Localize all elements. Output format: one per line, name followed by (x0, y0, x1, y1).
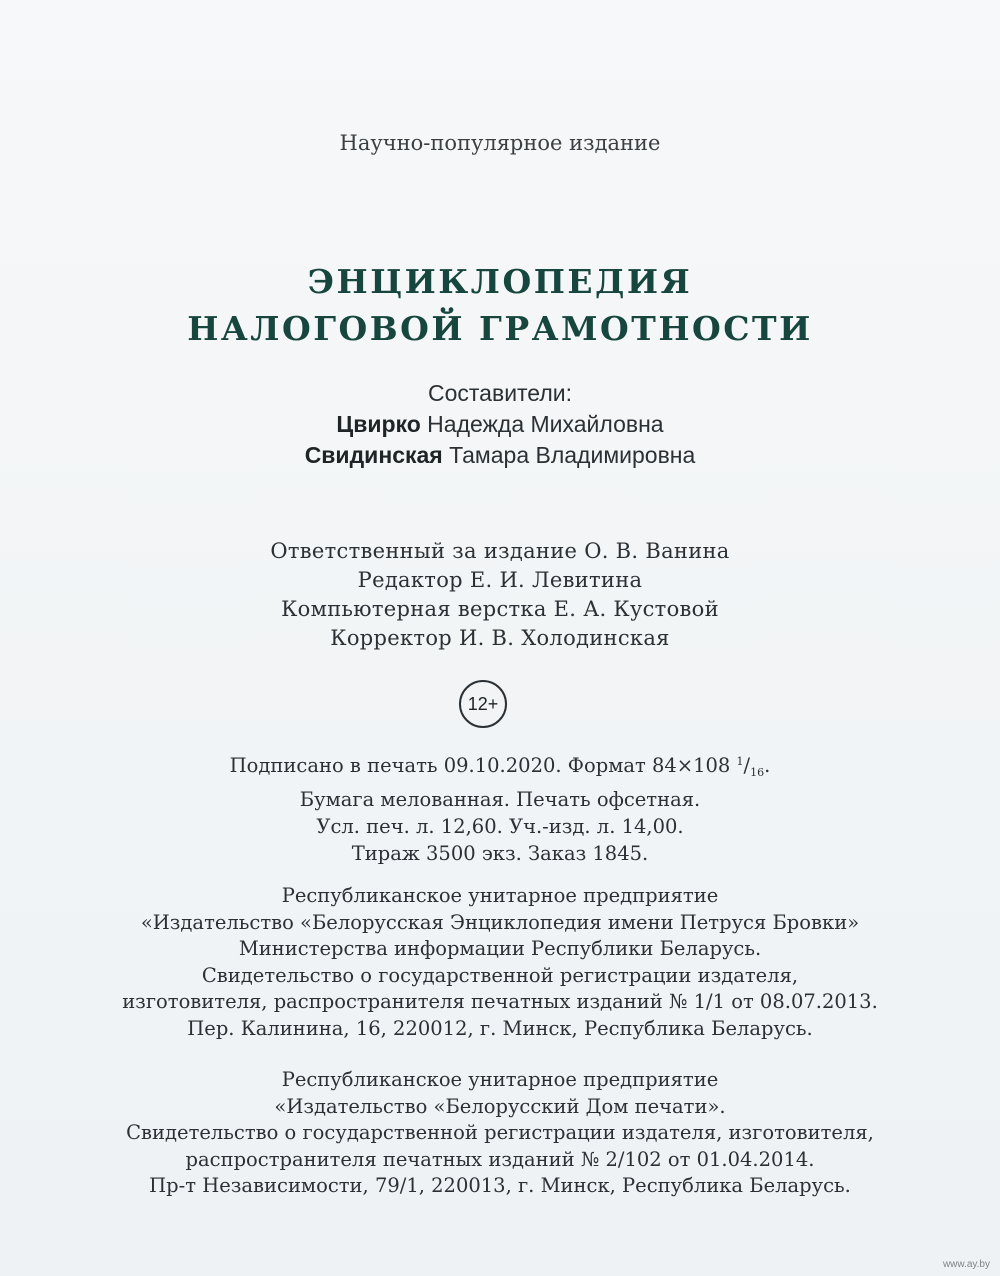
staff-editor: Редактор Е. И. Левитина (357, 568, 643, 592)
publisher-section (0, 883, 1000, 1042)
publisher-line: изготовителя, распространителя печатных изданий № 1/1 от 08.07.2013. (122, 990, 878, 1013)
title-line-1: ЭНЦИКЛОПЕДИЯ (307, 262, 693, 301)
staff-proofreader: Корректор И. В. Холодинская (330, 626, 670, 650)
printer-line: Республиканское унитарное предприятие (281, 1068, 719, 1091)
staff-responsible: Ответственный за издание О. В. Ванина (270, 539, 730, 563)
age-rating-badge: 12+ (459, 680, 507, 728)
compiler-1 (0, 409, 1000, 440)
edition-type: Научно-популярное издание (339, 131, 661, 155)
print-paper-line: Бумага мелованная. Печать офсетная. (299, 788, 701, 811)
publisher-line: Пер. Калинина, 16, 220012, г. Минск, Республика Беларусь. (187, 1016, 813, 1040)
format-fraction-separator: / (743, 754, 751, 777)
publisher-line: Республиканское унитарное предприятие (281, 884, 719, 907)
printer-line: Пр-т Независимости, 79/1, 220013, г. Минск, Республика Беларусь. (149, 1174, 851, 1197)
compilers-heading: Составители: (428, 380, 572, 406)
print-sheets-line: Усл. печ. л. 12,60. Уч.-изд. л. 14,00. (316, 815, 684, 838)
printer-section (0, 1067, 1000, 1200)
compiler-2 (0, 440, 1000, 471)
print-info-section (0, 748, 1000, 867)
publisher-line: Свидетельство о государственной регистрации издателя, (201, 963, 799, 987)
book-title (0, 258, 1000, 352)
staff-section (0, 537, 1000, 653)
publisher-line: Министерства информации Республики Беларусь. (238, 937, 762, 960)
compiler-2-name: Тамара Владимировна (442, 442, 696, 468)
staff-layout: Компьютерная верстка Е. А. Кустовой (281, 597, 719, 621)
compiler-1-name: Надежда Михайловна (420, 411, 664, 437)
compiler-1-surname: Цвирко (336, 411, 421, 437)
print-signed-line (0, 748, 1000, 786)
format-fraction-denominator: 16 (750, 766, 765, 779)
site-watermark: www.ay.by (942, 1259, 990, 1270)
compilers-section (0, 378, 1000, 471)
print-run-line: Тираж 3500 экз. Заказ 1845. (351, 842, 649, 865)
printer-line: распространителя печатных изданий № 2/102 от 01.04.2014. (185, 1147, 815, 1171)
title-line-2: НАЛОГОВОЙ ГРАМОТНОСТИ (187, 309, 813, 348)
printer-line: «Издательство «Белорусский Дом печати». (274, 1094, 726, 1118)
format-fraction-numerator: 1 (736, 755, 744, 768)
print-signed-text: Подписано в печать 09.10.2020. Формат 84×108 (229, 754, 737, 777)
format-fraction-end: . (764, 754, 771, 777)
publisher-line: «Издательство «Белорусская Энциклопедия имени Петруся Бровки» (140, 910, 860, 934)
printer-line: Свидетельство о государственной регистрации издателя, изготовителя, (126, 1121, 874, 1144)
compiler-2-surname: Свидинская (304, 442, 443, 468)
